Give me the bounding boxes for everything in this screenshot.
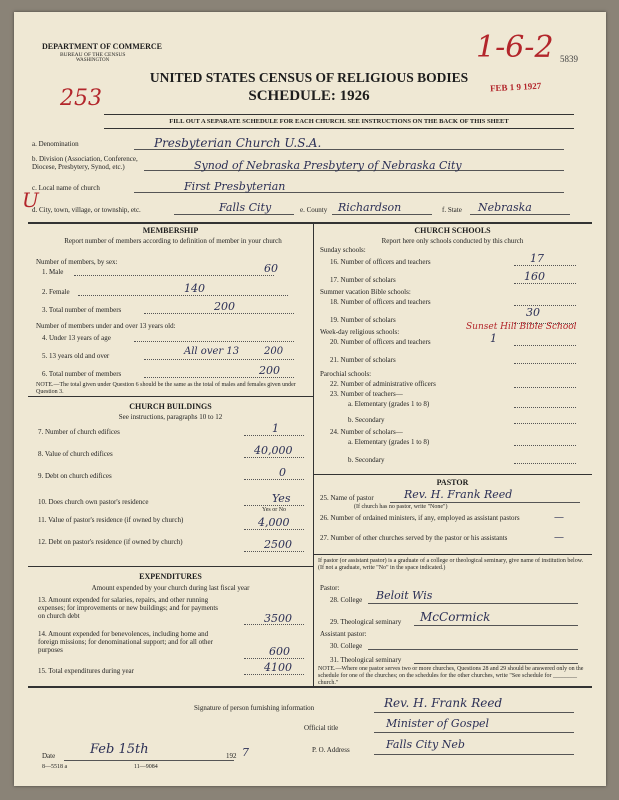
- q7-value: 1: [272, 422, 279, 435]
- q23a-label: a. Elementary (grades 1 to 8): [348, 400, 430, 408]
- schedule-title: SCHEDULE: 1926: [248, 88, 370, 104]
- pastor-heading: PASTOR: [436, 478, 469, 487]
- q26-label: 26. Number of ordained ministers, if any, employed as assistant pastors: [320, 514, 520, 522]
- city-label: d. City, town, village, or township, etc.: [32, 206, 141, 214]
- by-sex-label: Number of members, by sex:: [36, 258, 118, 266]
- q20-label: 20. Number of officers and teachers: [330, 338, 431, 346]
- red-file-number: 253: [60, 86, 102, 111]
- official-title-value: Minister of Gospel: [386, 717, 490, 730]
- denomination-value: Presbyterian Church U.S.A.: [154, 136, 322, 150]
- q13-value: 3500: [264, 612, 292, 625]
- parochial-schools-label: Parochial schools:: [320, 370, 372, 378]
- q3-label: 3. Total number of members: [42, 306, 122, 314]
- q5-label: 5. 13 years old and over: [42, 352, 110, 360]
- expenditures-heading: EXPENDITURES: [139, 572, 202, 581]
- city-value: Falls City: [219, 201, 272, 214]
- received-date-stamp: FEB 1 9 1927: [489, 80, 542, 94]
- q17-value: 160: [524, 270, 545, 283]
- q3-value: 200: [214, 300, 235, 313]
- q11-label: 11. Value of pastor's residence (if owned by church): [38, 516, 184, 524]
- schools-subheading: Report here only schools conducted by this church: [381, 237, 524, 245]
- college-instruction: If pastor (or assistant pastor) is a graduate of a college or theological seminary, give name of institution below. (If not a graduate, write "No" in the space indicated.): [318, 558, 584, 571]
- weekday-note: Sunset Hill Bible School: [466, 322, 577, 332]
- q25-label: 25. Name of pastor: [320, 494, 374, 502]
- division-value: Synod of Nebraska Presbytery of Nebraska City: [194, 159, 462, 172]
- q2-value: 140: [184, 282, 205, 295]
- margin-mark: U: [22, 188, 39, 212]
- local-name-value: First Presbyterian: [184, 180, 286, 193]
- q10-hint: Yes or No: [262, 507, 287, 513]
- county-label: e. County: [300, 206, 328, 214]
- form-title: UNITED STATES CENSUS OF RELIGIOUS BODIES: [149, 70, 469, 85]
- membership-heading: MEMBERSHIP: [142, 226, 199, 235]
- official-title-label: Official title: [304, 724, 339, 732]
- q19-value: 30: [526, 306, 540, 319]
- q11-value: 4,000: [258, 516, 290, 529]
- local-name-label: c. Local name of church: [32, 184, 100, 192]
- fill-instruction: FILL OUT A SEPARATE SCHEDULE FOR EACH CHURCH. SEE INSTRUCTIONS ON THE BACK OF THIS SHEET: [169, 118, 509, 125]
- print-number: 11—9084: [134, 764, 158, 770]
- q8-value: 40,000: [254, 444, 293, 457]
- q22-label: 22. Number of administrative officers: [330, 380, 436, 388]
- q6-label: 6. Total number of members: [42, 370, 122, 378]
- membership-subheading: Report number of members according to definition of member in your church: [64, 237, 282, 245]
- q5-value: 200: [264, 346, 284, 357]
- q29-value: McCormick: [420, 610, 491, 624]
- q16-value: 17: [530, 252, 544, 265]
- po-address-value: Falls City Neb: [386, 738, 465, 751]
- buildings-subheading: See instructions, paragraphs 10 to 12: [118, 413, 223, 421]
- q10-value: Yes: [272, 492, 291, 505]
- bureau-label: BUREAU OF THE CENSUS: [60, 52, 126, 58]
- q14-label: 14. Amount expended for benevolences, including home and foreign missions; for denominational support; and for all other purposes: [38, 630, 213, 654]
- q19-label: 19. Number of scholars: [330, 316, 396, 324]
- q2-label: 2. Female: [42, 288, 70, 296]
- census-schedule-page: [14, 12, 606, 786]
- membership-note: NOTE.—The total given under Question 6 should be the same as the total of males and females given under Question 3.: [36, 382, 296, 395]
- pastor-label: Pastor:: [320, 584, 340, 592]
- q9-value: 0: [279, 466, 286, 479]
- q25-hint: (If church has no pastor, write "None"): [354, 504, 448, 510]
- serial-number: 5839: [560, 54, 578, 64]
- q5-note: All over 13: [184, 346, 240, 357]
- top-right-code: 1-6-2: [476, 30, 554, 65]
- state-value: Nebraska: [478, 201, 532, 214]
- q16-label: 16. Number of officers and teachers: [330, 258, 431, 266]
- q15-value: 4100: [264, 661, 292, 674]
- year-value: 7: [242, 746, 249, 759]
- county-value: Richardson: [338, 201, 402, 214]
- q24a-label: a. Elementary (grades 1 to 8): [348, 438, 430, 446]
- q13-label: 13. Amount expended for salaries, repairs, and other running expenses; for improvements or new buildings; and for payments on church debt: [38, 596, 219, 620]
- expenditures-subheading: Amount expended by your church during last fiscal year: [91, 584, 250, 592]
- po-address-label: P. O. Address: [312, 746, 350, 754]
- sunday-schools-label: Sunday schools:: [320, 246, 366, 254]
- q28-value: Beloit Wis: [376, 589, 433, 602]
- date-label: Date: [42, 752, 56, 760]
- under-over-label: Number of members under and over 13 years old:: [36, 322, 176, 330]
- q15-label: 15. Total expenditures during year: [38, 667, 134, 675]
- q29-label: 29. Theological seminary: [330, 618, 402, 626]
- date-value: Feb 15th: [90, 742, 149, 757]
- q6-value: 200: [259, 364, 280, 377]
- assistant-pastor-label: Assistant pastor:: [320, 630, 367, 638]
- q10-label: 10. Does church own pastor's residence: [38, 498, 149, 506]
- denomination-label: a. Denomination: [32, 140, 79, 148]
- q26-value: —: [554, 512, 564, 523]
- form-number: 8—5518 a: [42, 764, 68, 770]
- q24-label: 24. Number of scholars—: [330, 428, 403, 436]
- pastor-note: NOTE.—Where one pastor serves two or more churches, Questions 28 and 29 should be answered only on the schedule for one of the churches; on the schedules for the other churches, write "See schedule for ________ church.": [318, 666, 584, 686]
- q30-label: 30. College: [330, 642, 363, 650]
- q25-value: Rev. H. Frank Reed: [404, 488, 513, 501]
- signature-value: Rev. H. Frank Reed: [384, 696, 503, 710]
- q8-label: 8. Value of church edifices: [38, 450, 113, 458]
- q21-label: 21. Number of scholars: [330, 356, 396, 364]
- q12-label: 12. Debt on pastor's residence (if owned by church): [38, 538, 183, 546]
- q28-label: 28. College: [330, 596, 363, 604]
- q17-label: 17. Number of scholars: [330, 276, 396, 284]
- q20-value: 1: [490, 332, 497, 345]
- year-label: 192: [226, 752, 237, 760]
- buildings-heading: CHURCH BUILDINGS: [129, 402, 212, 411]
- q18-label: 18. Number of officers and teachers: [330, 298, 431, 306]
- q27-label: 27. Number of other churches served by the pastor or his assistants: [320, 534, 508, 542]
- signature-label: Signature of person furnishing information: [194, 704, 315, 712]
- q27-value: —: [554, 532, 564, 543]
- q23b-label: b. Secondary: [348, 416, 385, 424]
- q4-label: 4. Under 13 years of age: [42, 334, 111, 342]
- q23-label: 23. Number of teachers—: [330, 390, 403, 398]
- state-label: f. State: [442, 206, 462, 214]
- q14-value: 600: [269, 645, 290, 658]
- weekday-schools-label: Week-day religious schools:: [320, 328, 400, 336]
- schools-heading: CHURCH SCHOOLS: [414, 226, 491, 235]
- q9-label: 9. Debt on church edifices: [38, 472, 112, 480]
- washington-label: WASHINGTON: [76, 58, 110, 63]
- q1-label: 1. Male: [42, 268, 64, 276]
- summer-schools-label: Summer vacation Bible schools:: [320, 288, 411, 296]
- department-label: DEPARTMENT OF COMMERCE: [42, 42, 163, 51]
- division-label: b. Division (Association, Conference, Diocese, Presbytery, Synod, etc.): [32, 155, 138, 171]
- q31-label: 31. Theological seminary: [330, 656, 402, 664]
- q7-label: 7. Number of church edifices: [38, 428, 120, 436]
- q12-value: 2500: [264, 538, 292, 551]
- q24b-label: b. Secondary: [348, 456, 385, 464]
- q1-value: 60: [264, 262, 278, 275]
